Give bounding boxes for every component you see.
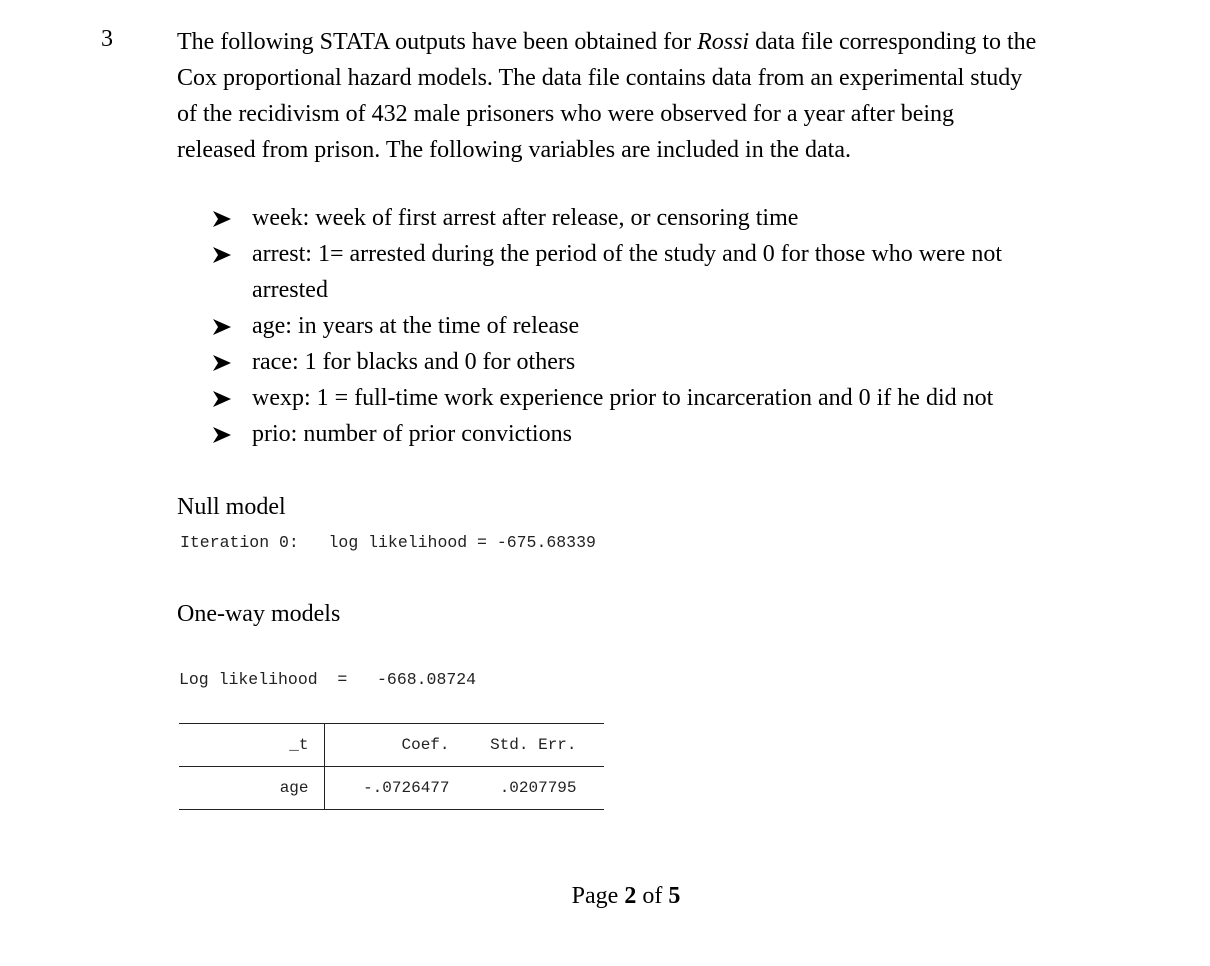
variable-description: prio: number of prior convictions xyxy=(252,421,572,447)
oneway-models-heading: One-way models xyxy=(177,601,341,627)
log-likelihood-output: Log likelihood = -668.08724 xyxy=(179,670,477,689)
header-spacer xyxy=(577,724,604,767)
row-std-err: .0207795 xyxy=(499,779,577,797)
footer-total-pages: 5 xyxy=(668,883,681,909)
variable-description: age: in years at the time of release xyxy=(252,313,580,339)
arrowhead-bullet-icon xyxy=(213,391,231,407)
null-model-heading: Null model xyxy=(177,494,286,520)
page-footer xyxy=(0,881,1210,911)
intro-dataset-name: Rossi xyxy=(697,29,750,55)
variable-description: arrest: 1= arrested during the period of the study and 0 for those who were not arrested xyxy=(252,241,1002,303)
header-coef: Coef. xyxy=(401,736,450,754)
row-variable: age xyxy=(179,767,324,810)
footer-of-word: of xyxy=(642,883,663,909)
intro-text-end: data file corresponding to the Cox proportional hazard models. The data file contains data from an experimental study of the recidivism of 432 male prisoners who were observed for a year after being released from prison. The following variables are included in the data. xyxy=(177,29,1037,163)
row-coef: -.0726477 xyxy=(363,779,450,797)
coefficient-table xyxy=(179,723,604,810)
footer-current-page: 2 xyxy=(624,883,637,909)
table-header-row xyxy=(179,724,604,767)
arrowhead-bullet-icon xyxy=(213,427,231,443)
table-row xyxy=(179,767,604,810)
header-t: _t xyxy=(179,724,324,767)
iteration-output: Iteration 0: log likelihood = -675.68339 xyxy=(180,533,596,552)
list-item xyxy=(213,344,1043,380)
question-number: 3 xyxy=(101,26,113,52)
row-spacer xyxy=(577,767,604,810)
list-item xyxy=(213,200,1043,236)
header-std-err: Std. Err. xyxy=(490,736,577,754)
arrowhead-bullet-icon xyxy=(213,319,231,335)
list-item xyxy=(213,380,1043,416)
arrowhead-bullet-icon xyxy=(213,247,231,263)
arrowhead-bullet-icon xyxy=(213,355,231,371)
arrowhead-bullet-icon xyxy=(213,211,231,227)
variable-description: race: 1 for blacks and 0 for others xyxy=(252,349,576,375)
list-item xyxy=(213,308,1043,344)
intro-text-start: The following STATA outputs have been obtained for xyxy=(177,29,698,55)
variable-list xyxy=(213,200,1043,452)
question-intro xyxy=(177,24,1037,168)
list-item xyxy=(213,416,1043,452)
list-item xyxy=(213,236,1043,308)
variable-description: week: week of first arrest after release, or censoring time xyxy=(252,205,799,231)
variable-description: wexp: 1 = full-time work experience prior to incarceration and 0 if he did not xyxy=(252,385,994,411)
footer-page-word: Page xyxy=(571,883,619,909)
